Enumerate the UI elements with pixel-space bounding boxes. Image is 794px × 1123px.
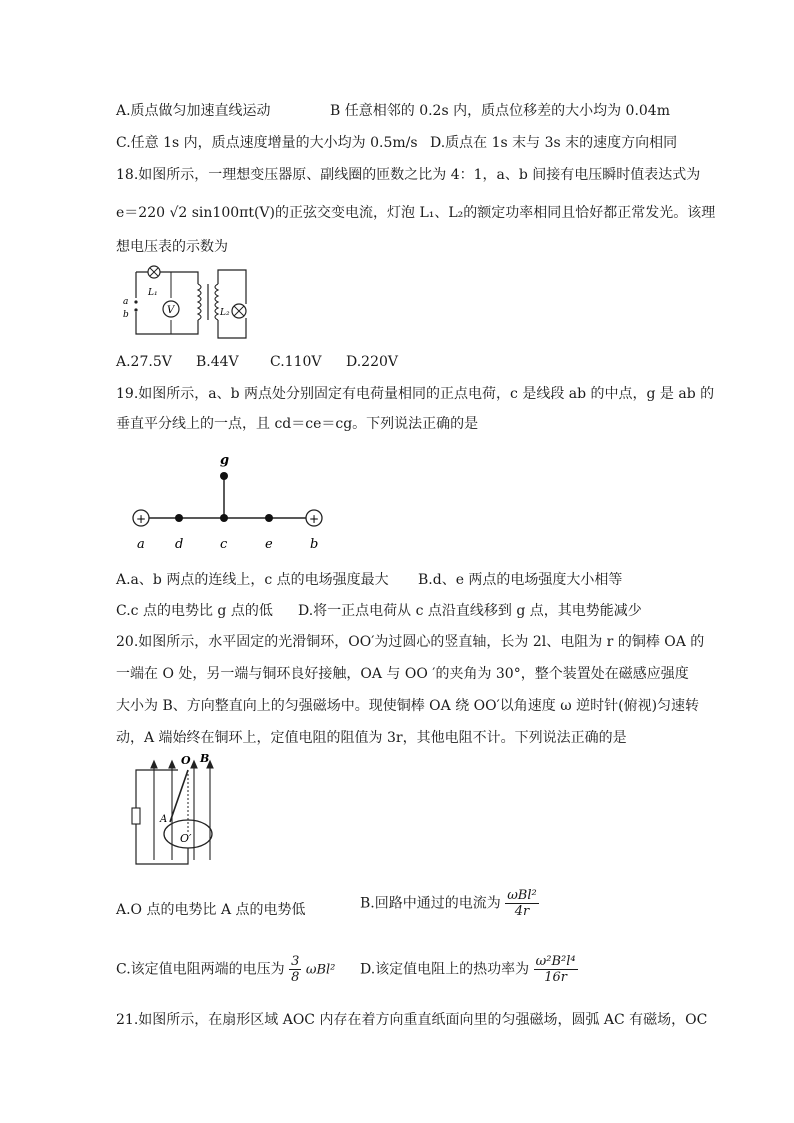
q18-stem-line1: 18.如图所示，一理想变压器原、副线圈的匝数之比为 4：1，a、b 间接有电压瞬时值表达式为 bbox=[116, 167, 701, 183]
q20-option-c: C.该定值电阻两端的电压为 $\frac{3}{8}$ ωBl² bbox=[116, 954, 336, 985]
q18-option-a: A.27.5V bbox=[116, 354, 172, 370]
point-b-label: b bbox=[310, 537, 319, 552]
point-o-prime-label: O′ bbox=[180, 832, 192, 845]
q18-option-c: C.110V bbox=[270, 354, 322, 370]
q18-stem-line3: 想电压表的示数为 bbox=[116, 239, 228, 255]
q19-stem-line1: 19.如图所示，a、b 两点处分别固定有电荷量相同的正点电荷，c 是线段 ab 的中点，g 是 ab 的 bbox=[116, 386, 715, 402]
q19-stem-line2: 垂直平分线上的一点，且 cd＝ce＝cg。下列说法正确的是 bbox=[116, 416, 479, 432]
copper-rod bbox=[170, 770, 188, 822]
q19-option-c: C.c 点的电势比 g 点的低 bbox=[116, 603, 273, 619]
q17-option-a: A.质点做匀加速直线运动 bbox=[116, 103, 271, 119]
q20-option-a: A.O 点的电势比 A 点的电势低 bbox=[116, 902, 306, 918]
q19-option-a: A.a、b 两点的连线上，c 点的电场强度最大 bbox=[116, 572, 389, 588]
resistor-icon bbox=[132, 808, 140, 824]
q19-option-d: D.将一正点电荷从 c 点沿直线移到 g 点，其电势能减少 bbox=[298, 603, 642, 619]
field-b-label: B bbox=[200, 752, 210, 765]
charge-a-sign: + bbox=[136, 512, 147, 526]
q20-stem-line1: 20.如图所示，水平固定的光滑铜环，OO′为过圆心的竖直轴，长为 2l、电阻为 r 的铜棒 OA 的 bbox=[116, 634, 705, 650]
point-charges-figure bbox=[126, 448, 336, 556]
terminal-a-label: a bbox=[123, 297, 129, 307]
lamp-l1-label: L₁ bbox=[148, 288, 158, 298]
q19-option-b: B.d、e 两点的电场强度大小相等 bbox=[418, 572, 623, 588]
point-o-label: O bbox=[181, 754, 191, 767]
q20-stem-line2: 一端在 O 处，另一端与铜环良好接触，OA 与 OO ′的夹角为 30°，整个装置处在磁感应强度 bbox=[116, 666, 689, 682]
q21-stem-line1: 21.如图所示，在扇形区域 AOC 内存在着方向重直纸面向里的匀强磁场，圆弧 AC 有磁场，OC bbox=[116, 1012, 708, 1028]
q18-option-b: B.44V bbox=[196, 354, 239, 370]
q17-option-c: C.任意 1s 内，质点速度增量的大小均为 0.5m/s bbox=[116, 135, 418, 151]
copper-ring-figure bbox=[126, 752, 226, 870]
q18-option-d: D.220V bbox=[346, 354, 399, 370]
q20-option-d-fraction: $\frac{\text{ω²B²l⁴}}{16r}$ bbox=[535, 954, 576, 985]
terminal-b-label: b bbox=[123, 310, 129, 320]
point-e-label: e bbox=[265, 537, 273, 552]
q20-stem-line3: 大小为 B、方向整直向上的匀强磁场中。现使铜棒 OA 绕 OO′以角速度 ω 逆时针(俯视)匀速转 bbox=[116, 698, 700, 714]
lamp-l2-label: L₂ bbox=[220, 308, 230, 318]
charge-b-sign: + bbox=[309, 512, 320, 526]
point-a-label: a bbox=[137, 537, 145, 552]
q20-option-c-fraction: $\frac{3}{8}$ bbox=[291, 954, 300, 985]
voltmeter-label: V bbox=[167, 305, 175, 316]
point-a-label-20: A bbox=[160, 814, 168, 825]
q17-option-d: D.质点在 1s 末与 3s 末的速度方向相同 bbox=[430, 135, 678, 151]
q20-option-b-fraction: $\frac{\text{ωBl²}}{4r}$ bbox=[507, 888, 537, 919]
q17-option-b: B 任意相邻的 0.2s 内，质点位移差的大小均为 0.04m bbox=[330, 103, 670, 119]
q20-option-d: D.该定值电阻上的热功率为 $\frac{\text{ω²B²l⁴}}{16r}$ bbox=[360, 954, 576, 985]
q20-option-b: B.回路中通过的电流为 $\frac{\text{ωBl²}}{4r}$ bbox=[360, 888, 537, 919]
point-c-label: c bbox=[220, 537, 228, 552]
q20-stem-line4: 动，A 端始终在铜环上，定值电阻的阻值为 3r，其他电阻不计。下列说法正确的是 bbox=[116, 730, 627, 746]
transformer-circuit-figure bbox=[116, 262, 256, 342]
point-g-label: g bbox=[220, 453, 230, 468]
q18-stem-line2: e＝220 √2 sin100πt(V)的正弦交变电流，灯泡 L₁、L₂的额定功率相同且恰好都正常发光。该理 bbox=[116, 205, 716, 221]
point-d-label: d bbox=[175, 537, 184, 552]
